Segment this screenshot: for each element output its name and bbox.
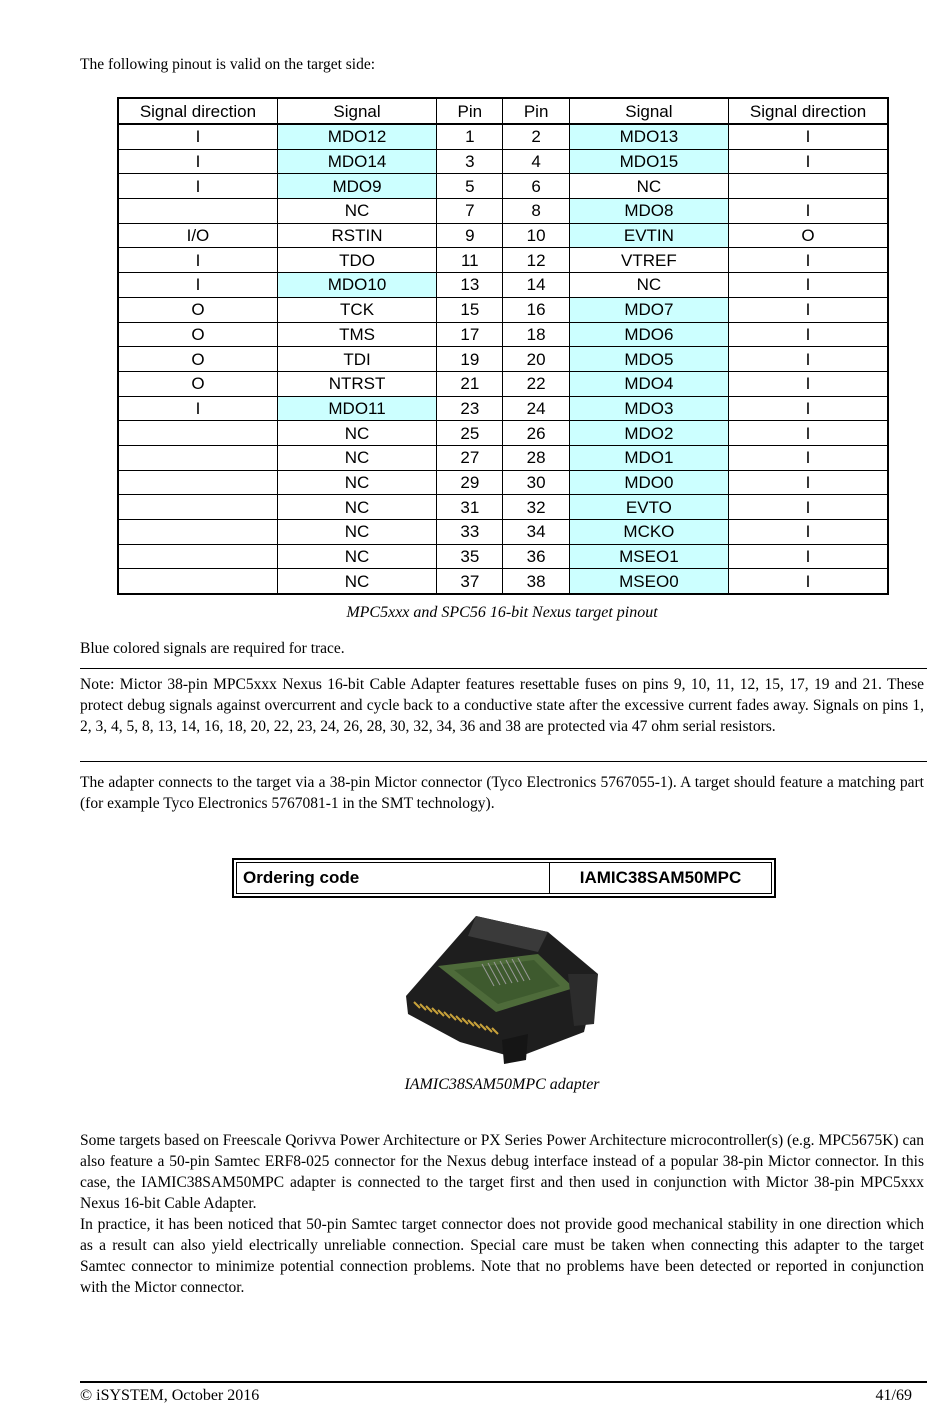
cell-right-pin: 34 bbox=[503, 520, 569, 545]
pinout-row bbox=[118, 470, 888, 495]
cell-right-direction: I bbox=[729, 347, 888, 372]
cell-right-signal: EVTIN bbox=[569, 223, 728, 248]
cell-left-pin: 9 bbox=[437, 223, 503, 248]
cell-right-signal: NC bbox=[569, 273, 728, 298]
cell-left-signal: RSTIN bbox=[277, 223, 436, 248]
cell-right-direction: I bbox=[729, 371, 888, 396]
cell-left-signal: TDO bbox=[277, 248, 436, 273]
cell-left-signal: NC bbox=[277, 544, 436, 569]
header-left-direction: Signal direction bbox=[118, 98, 277, 124]
pinout-row bbox=[118, 223, 888, 248]
cell-right-signal: MDO0 bbox=[569, 470, 728, 495]
cell-left-signal: NC bbox=[277, 445, 436, 470]
cell-left-direction bbox=[118, 569, 277, 594]
cell-right-direction: I bbox=[729, 495, 888, 520]
cell-left-signal: MDO12 bbox=[277, 124, 436, 149]
cell-left-signal: TMS bbox=[277, 322, 436, 347]
cell-left-pin: 3 bbox=[437, 149, 503, 174]
cell-left-signal: TDI bbox=[277, 347, 436, 372]
cell-left-signal: NC bbox=[277, 421, 436, 446]
cell-left-pin: 17 bbox=[437, 322, 503, 347]
pinout-row bbox=[118, 297, 888, 322]
cell-right-signal: MSEO0 bbox=[569, 569, 728, 594]
cell-right-signal: MDO13 bbox=[569, 124, 728, 149]
ordering-code-value: IAMIC38SAM50MPC bbox=[579, 868, 742, 887]
cell-left-signal: MDO14 bbox=[277, 149, 436, 174]
cell-left-direction: O bbox=[118, 322, 277, 347]
cell-right-pin: 36 bbox=[503, 544, 569, 569]
pinout-table bbox=[117, 97, 889, 595]
cell-right-pin: 2 bbox=[503, 124, 569, 149]
cell-right-pin: 32 bbox=[503, 495, 569, 520]
cell-right-signal: EVTO bbox=[569, 495, 728, 520]
pinout-row bbox=[118, 347, 888, 372]
pinout-row bbox=[118, 149, 888, 174]
footer-divider bbox=[80, 1381, 927, 1383]
pinout-row bbox=[118, 495, 888, 520]
cell-left-direction: O bbox=[118, 371, 277, 396]
cell-left-signal: MDO11 bbox=[277, 396, 436, 421]
cell-right-pin: 26 bbox=[503, 421, 569, 446]
cell-right-direction: I bbox=[729, 520, 888, 545]
cell-left-direction bbox=[118, 470, 277, 495]
cell-right-direction: I bbox=[729, 248, 888, 273]
cell-right-pin: 12 bbox=[503, 248, 569, 273]
cell-right-pin: 4 bbox=[503, 149, 569, 174]
cell-left-direction: I/O bbox=[118, 223, 277, 248]
cell-right-signal: MDO4 bbox=[569, 371, 728, 396]
cell-right-pin: 18 bbox=[503, 322, 569, 347]
note-divider-bottom bbox=[80, 761, 927, 762]
cell-left-pin: 23 bbox=[437, 396, 503, 421]
cell-right-direction: I bbox=[729, 396, 888, 421]
cell-right-pin: 24 bbox=[503, 396, 569, 421]
cell-left-pin: 5 bbox=[437, 174, 503, 199]
pinout-row bbox=[118, 445, 888, 470]
cell-left-pin: 31 bbox=[437, 495, 503, 520]
page-number: 41/69 bbox=[875, 1387, 912, 1404]
cell-right-signal: MDO3 bbox=[569, 396, 728, 421]
cell-right-signal: MSEO1 bbox=[569, 544, 728, 569]
cell-right-signal: NC bbox=[569, 174, 728, 199]
cell-right-pin: 28 bbox=[503, 445, 569, 470]
cell-left-pin: 33 bbox=[437, 520, 503, 545]
cell-left-direction bbox=[118, 445, 277, 470]
cell-left-signal: NTRST bbox=[277, 371, 436, 396]
cell-left-direction: O bbox=[118, 297, 277, 322]
cell-left-pin: 37 bbox=[437, 569, 503, 594]
trace-note: Blue colored signals are required for trace. bbox=[80, 640, 345, 657]
pinout-row bbox=[118, 569, 888, 594]
pinout-row bbox=[118, 273, 888, 298]
cell-right-pin: 38 bbox=[503, 569, 569, 594]
cell-right-direction: I bbox=[729, 199, 888, 224]
cell-right-signal: MDO2 bbox=[569, 421, 728, 446]
cell-right-pin: 20 bbox=[503, 347, 569, 372]
pinout-row bbox=[118, 421, 888, 446]
cell-right-pin: 8 bbox=[503, 199, 569, 224]
cell-left-pin: 15 bbox=[437, 297, 503, 322]
intro-text: The following pinout is valid on the target side: bbox=[80, 56, 376, 73]
cell-left-direction bbox=[118, 421, 277, 446]
pinout-row bbox=[118, 248, 888, 273]
cell-left-signal: MDO9 bbox=[277, 174, 436, 199]
cell-left-direction: I bbox=[118, 149, 277, 174]
cell-right-direction: I bbox=[729, 322, 888, 347]
body-paragraph-stability: In practice, it has been noticed that 50-pin Samtec target connector does not provide good mechanical stability in one direction which as a result can also yield electrically unreliable connection. Special care must be taken when connecting this adapter to the target Samtec connector to minimize potential connection problems. Note that no problems have been detected or reported in conjunction with the Mictor connector. bbox=[80, 1216, 924, 1296]
header-right-pin: Pin bbox=[503, 98, 569, 124]
pinout-caption: MPC5xxx and SPC56 16-bit Nexus target pinout bbox=[346, 604, 658, 621]
cell-right-direction: I bbox=[729, 445, 888, 470]
pinout-row bbox=[118, 124, 888, 149]
cell-left-signal: NC bbox=[277, 199, 436, 224]
pinout-row bbox=[118, 544, 888, 569]
pinout-header-row bbox=[118, 98, 888, 124]
adapter-connection-text: The adapter connects to the target via a 38-pin Mictor connector (Tyco Electronics 5767055-1). A target should feature a matching part (for example Tyco Electronics 5767081-1 in the SMT technology). bbox=[80, 774, 924, 812]
cell-right-direction: I bbox=[729, 569, 888, 594]
cell-right-direction bbox=[729, 174, 888, 199]
pinout-row bbox=[118, 174, 888, 199]
cell-right-direction: I bbox=[729, 273, 888, 298]
cell-right-direction: I bbox=[729, 544, 888, 569]
cell-left-direction: I bbox=[118, 248, 277, 273]
pinout-row bbox=[118, 396, 888, 421]
cell-left-pin: 7 bbox=[437, 199, 503, 224]
cell-left-signal: TCK bbox=[277, 297, 436, 322]
pinout-body bbox=[118, 124, 888, 594]
photo-caption: IAMIC38SAM50MPC adapter bbox=[404, 1076, 600, 1093]
cell-left-signal: NC bbox=[277, 569, 436, 594]
cell-right-pin: 10 bbox=[503, 223, 569, 248]
pinout-row bbox=[118, 322, 888, 347]
cell-right-direction: I bbox=[729, 124, 888, 149]
cell-right-direction: O bbox=[729, 223, 888, 248]
cell-right-signal: VTREF bbox=[569, 248, 728, 273]
cell-right-direction: I bbox=[729, 421, 888, 446]
cell-right-direction: I bbox=[729, 297, 888, 322]
ordering-code-label: Ordering code bbox=[237, 863, 550, 893]
cell-right-pin: 30 bbox=[503, 470, 569, 495]
cell-left-pin: 35 bbox=[437, 544, 503, 569]
cell-right-signal: MDO7 bbox=[569, 297, 728, 322]
header-left-pin: Pin bbox=[437, 98, 503, 124]
body-text bbox=[80, 1130, 924, 1298]
cell-left-signal: NC bbox=[277, 470, 436, 495]
cell-right-pin: 16 bbox=[503, 297, 569, 322]
cell-right-signal: MDO1 bbox=[569, 445, 728, 470]
cell-left-direction bbox=[118, 199, 277, 224]
cell-left-direction: I bbox=[118, 174, 277, 199]
footer-copyright: © iSYSTEM, October 2016 bbox=[80, 1387, 260, 1404]
cell-left-direction bbox=[118, 544, 277, 569]
cell-left-pin: 21 bbox=[437, 371, 503, 396]
cell-left-pin: 1 bbox=[437, 124, 503, 149]
cell-left-direction: I bbox=[118, 396, 277, 421]
header-right-direction: Signal direction bbox=[729, 98, 888, 124]
cell-left-pin: 19 bbox=[437, 347, 503, 372]
fuse-note: Note: Mictor 38-pin MPC5xxx Nexus 16-bit Cable Adapter features resettable fuses on pins 9, 10, 11, 12, 15, 17, 19 and 21. These protect debug signals against overcurrent and cycle back to a conductive state after the excessive current fades away. Signals on pins 1, 2, 3, 4, 5, 8, 13, 14, 16, 18, 20, 22, 23, 24, 26, 28, 30, 32, 34, 36 and 38 are protected via 47 ohm serial resistors. bbox=[80, 676, 924, 735]
body-paragraph-samtec: Some targets based on Freescale Qorivva Power Architecture or PX Series Power Architecture microcontroller(s) (e.g. MPC5675K) can also feature a 50-pin Samtec ERF8-025 connector for the Nexus debug interface instead of a popular 38-pin Mictor connector. In this case, the IAMIC38SAM50MPC adapter is connected to the target first and then used in conjunction with Mictor 38-pin MPC5xxx Nexus 16-bit Cable Adapter. bbox=[80, 1132, 924, 1212]
pinout-row bbox=[118, 371, 888, 396]
pinout-row bbox=[118, 199, 888, 224]
cell-right-signal: MDO8 bbox=[569, 199, 728, 224]
cell-left-direction bbox=[118, 520, 277, 545]
cell-right-signal: MDO6 bbox=[569, 322, 728, 347]
cell-right-pin: 22 bbox=[503, 371, 569, 396]
cell-right-signal: MDO15 bbox=[569, 149, 728, 174]
adapter-photo bbox=[398, 914, 608, 1066]
cell-left-pin: 27 bbox=[437, 445, 503, 470]
cell-left-direction: O bbox=[118, 347, 277, 372]
note-divider-top bbox=[80, 668, 927, 669]
cell-left-signal: NC bbox=[277, 495, 436, 520]
cell-right-signal: MDO5 bbox=[569, 347, 728, 372]
header-left-signal: Signal bbox=[277, 98, 436, 124]
cell-left-direction: I bbox=[118, 124, 277, 149]
cell-left-direction bbox=[118, 495, 277, 520]
cell-left-signal: MDO10 bbox=[277, 273, 436, 298]
cell-right-pin: 6 bbox=[503, 174, 569, 199]
cell-left-pin: 25 bbox=[437, 421, 503, 446]
header-right-signal: Signal bbox=[569, 98, 728, 124]
cell-left-pin: 13 bbox=[437, 273, 503, 298]
cell-right-pin: 14 bbox=[503, 273, 569, 298]
cell-left-direction: I bbox=[118, 273, 277, 298]
cell-left-pin: 29 bbox=[437, 470, 503, 495]
ordering-code-table bbox=[232, 858, 776, 898]
cell-left-signal: NC bbox=[277, 520, 436, 545]
cell-right-direction: I bbox=[729, 149, 888, 174]
pinout-row bbox=[118, 520, 888, 545]
cell-right-signal: MCKO bbox=[569, 520, 728, 545]
cell-right-direction: I bbox=[729, 470, 888, 495]
cell-left-pin: 11 bbox=[437, 248, 503, 273]
